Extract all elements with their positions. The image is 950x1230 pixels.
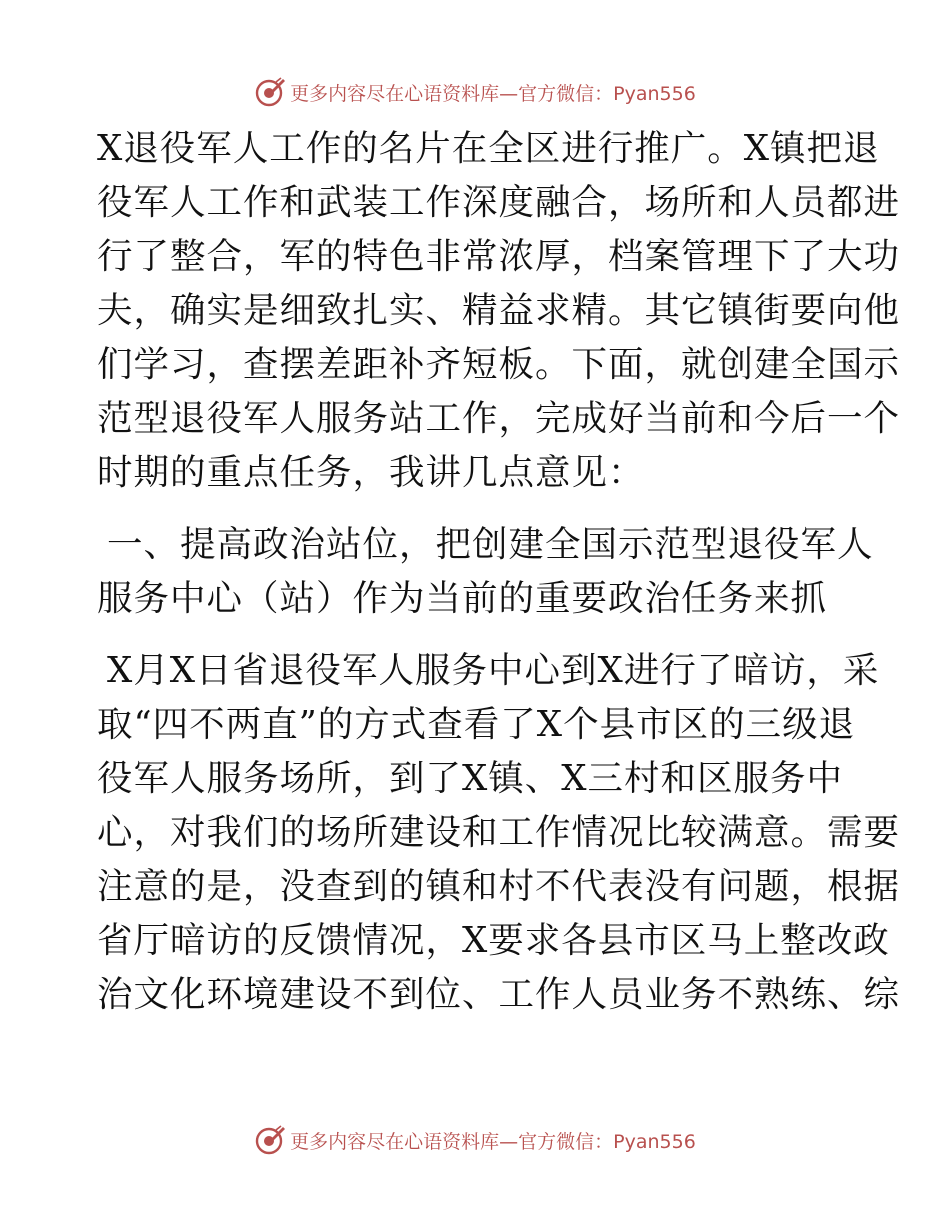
text-line: 注意的是，没查到的镇和村不代表没有问题，根据 [97, 866, 901, 907]
header-watermark [0, 72, 950, 112]
text-line: 治文化环境建设不到位、工作人员业务不熟练、综 [97, 974, 901, 1015]
text-line: 范型退役军人服务站工作，完成好当前和今后一个 [97, 398, 901, 439]
quill-logo-icon [254, 76, 286, 108]
watermark-text: 更多内容尽在心语资料库—官方微信：Pyan556 [290, 82, 696, 105]
footer-watermark [0, 1120, 950, 1160]
document-body [97, 122, 901, 1022]
text-line: 役军人服务场所，到了X镇、X三村和区服务中 [97, 758, 844, 799]
text-line: 行了整合，军的特色非常浓厚，档案管理下了大功 [97, 236, 901, 277]
text-line: 取“四不两直”的方式查看了X个县市区的三级退 [97, 704, 856, 745]
text-line: 夫，确实是细致扎实、精益求精。其它镇街要向他 [97, 290, 901, 331]
heading-line: 服务中心（站）作为当前的重要政治任务来抓 [97, 578, 828, 619]
text-line: 心，对我们的场所建设和工作情况比较满意。需要 [97, 812, 901, 853]
text-line: X退役军人工作的名片在全区进行推广。X镇把退 [97, 128, 880, 169]
section-heading [97, 518, 874, 626]
heading-line: 一、提高政治站位，把创建全国示范型退役军人 [107, 524, 874, 565]
quill-logo-icon [254, 1124, 286, 1156]
paragraph-intro [97, 122, 901, 500]
text-line: 省厅暗访的反馈情况，X要求各县市区马上整改政 [97, 920, 890, 961]
text-line: 役军人工作和武装工作深度融合，场所和人员都进 [97, 182, 901, 223]
text-line: 时期的重点任务，我讲几点意见： [97, 452, 645, 493]
watermark-text: 更多内容尽在心语资料库—官方微信：Pyan556 [290, 1130, 696, 1153]
paragraph-inspection [97, 644, 901, 1022]
text-line: X月X日省退役军人服务中心到X进行了暗访，采 [107, 650, 880, 691]
text-line: 们学习，查摆差距补齐短板。下面，就创建全国示 [97, 344, 901, 385]
